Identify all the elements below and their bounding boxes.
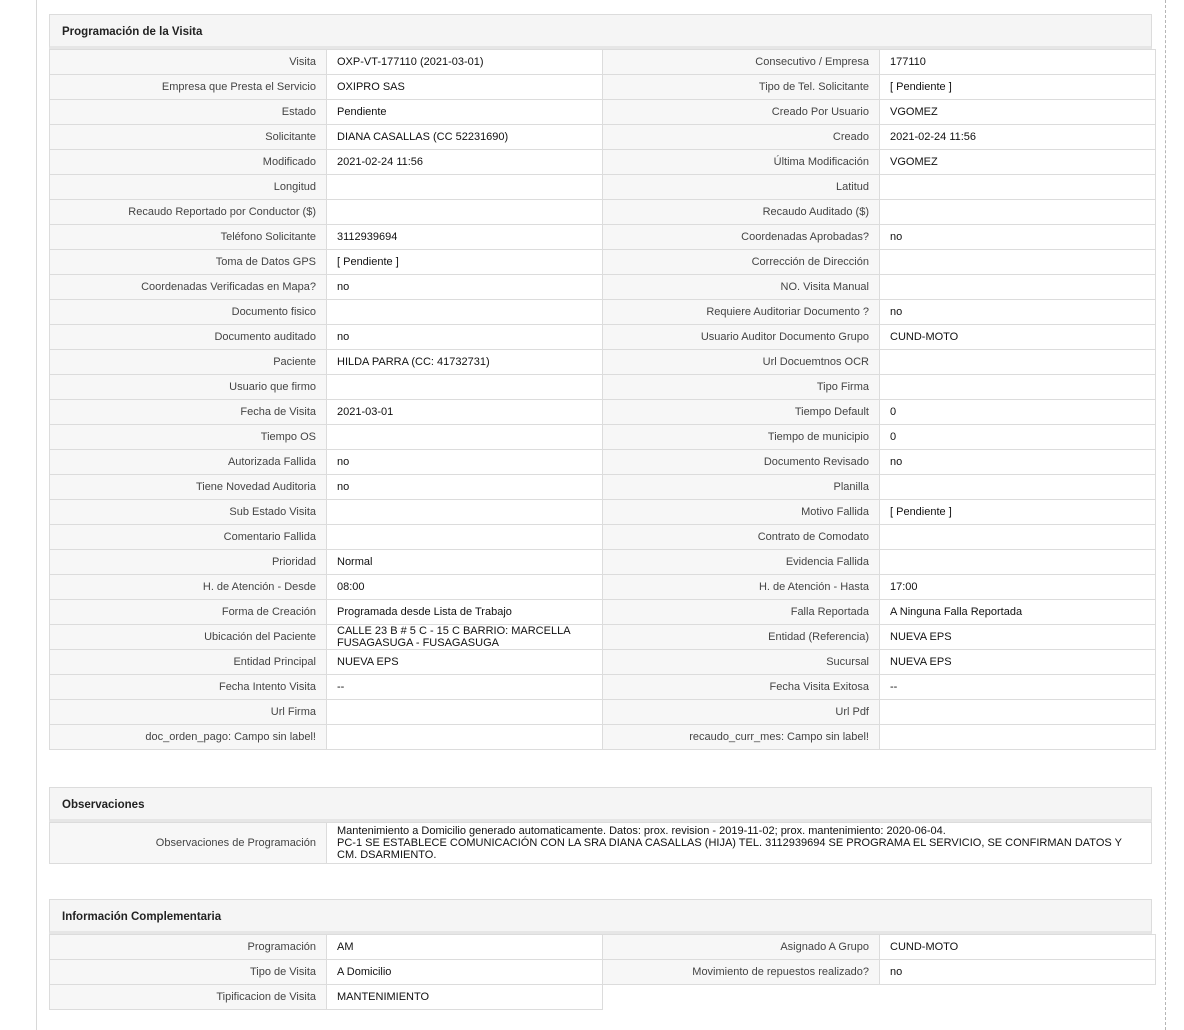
- field-label: H. de Atención - Desde: [50, 575, 327, 600]
- field-value: DIANA CASALLAS (CC 52231690): [327, 125, 603, 150]
- table-row: [50, 250, 1156, 275]
- observations-header: Observaciones: [49, 787, 1152, 822]
- table-row: [50, 575, 1156, 600]
- table-row: [50, 450, 1156, 475]
- field-label: Programación: [50, 935, 327, 960]
- field-label: Comentario Fallida: [50, 525, 327, 550]
- table-row: [50, 175, 1156, 200]
- field-label: Tipo de Tel. Solicitante: [603, 75, 880, 100]
- field-label: Movimiento de repuestos realizado?: [603, 960, 880, 985]
- table-row: [50, 675, 1156, 700]
- field-value: [ Pendiente ]: [880, 500, 1156, 525]
- observations-row: [50, 823, 1152, 864]
- field-label: Planilla: [603, 475, 880, 500]
- field-label: H. de Atención - Hasta: [603, 575, 880, 600]
- field-value: 0: [880, 425, 1156, 450]
- field-value: Pendiente: [327, 100, 603, 125]
- left-border-line: [36, 0, 37, 1030]
- field-label: Latitud: [603, 175, 880, 200]
- table-row: [50, 700, 1156, 725]
- field-label: Tipo de Visita: [50, 960, 327, 985]
- field-value: CUND-MOTO: [880, 325, 1156, 350]
- field-label: Recaudo Auditado ($): [603, 200, 880, 225]
- table-row: [50, 300, 1156, 325]
- field-label: Documento auditado: [50, 325, 327, 350]
- field-value: [880, 250, 1156, 275]
- field-label: Documento Revisado: [603, 450, 880, 475]
- field-value: no: [880, 300, 1156, 325]
- field-label: Forma de Creación: [50, 600, 327, 625]
- table-row: [50, 725, 1156, 750]
- field-label: Corrección de Dirección: [603, 250, 880, 275]
- empty-cell: [880, 985, 1156, 1010]
- field-value: --: [880, 675, 1156, 700]
- field-label: Modificado: [50, 150, 327, 175]
- field-value: [ Pendiente ]: [880, 75, 1156, 100]
- field-value: [880, 350, 1156, 375]
- field-value: no: [327, 450, 603, 475]
- table-row: [50, 475, 1156, 500]
- table-row: [50, 935, 1156, 960]
- field-label: Usuario que firmo: [50, 375, 327, 400]
- field-label: Url Docuemtnos OCR: [603, 350, 880, 375]
- field-label: Entidad Principal: [50, 650, 327, 675]
- field-value: VGOMEZ: [880, 150, 1156, 175]
- table-row: [50, 50, 1156, 75]
- field-value: no: [880, 960, 1156, 985]
- observations-table: [49, 822, 1152, 864]
- table-row: [50, 75, 1156, 100]
- table-row: [50, 275, 1156, 300]
- field-label: Requiere Auditoriar Documento ?: [603, 300, 880, 325]
- field-value: 17:00: [880, 575, 1156, 600]
- table-row: [50, 525, 1156, 550]
- field-value: 2021-02-24 11:56: [327, 150, 603, 175]
- field-value: CUND-MOTO: [880, 935, 1156, 960]
- table-row: [50, 625, 1156, 650]
- field-value: CALLE 23 B # 5 C - 15 C BARRIO: MARCELLA FUSAGASUGA - FUSAGASUGA: [327, 625, 603, 650]
- field-label: Fecha Intento Visita: [50, 675, 327, 700]
- field-value: [327, 175, 603, 200]
- field-value: [327, 700, 603, 725]
- field-label: Longitud: [50, 175, 327, 200]
- field-value: [ Pendiente ]: [327, 250, 603, 275]
- field-label: Paciente: [50, 350, 327, 375]
- field-label: Asignado A Grupo: [603, 935, 880, 960]
- field-value: 08:00: [327, 575, 603, 600]
- field-value: [880, 525, 1156, 550]
- field-value: no: [327, 325, 603, 350]
- field-label: Url Firma: [50, 700, 327, 725]
- field-label: Evidencia Fallida: [603, 550, 880, 575]
- field-label: Tipificacion de Visita: [50, 985, 327, 1010]
- field-value: [880, 200, 1156, 225]
- field-label: Usuario Auditor Documento Grupo: [603, 325, 880, 350]
- field-value: 0: [880, 400, 1156, 425]
- field-label: Contrato de Comodato: [603, 525, 880, 550]
- right-dashed-border: [1165, 0, 1166, 1030]
- field-label: Fecha de Visita: [50, 400, 327, 425]
- field-value: no: [880, 450, 1156, 475]
- field-label: Falla Reportada: [603, 600, 880, 625]
- visit-programming-table: [49, 49, 1156, 750]
- field-value: --: [327, 675, 603, 700]
- field-value: [880, 725, 1156, 750]
- table-row: [50, 600, 1156, 625]
- field-value: OXP-VT-177110 (2021-03-01): [327, 50, 603, 75]
- table-row: [50, 225, 1156, 250]
- table-row: [50, 550, 1156, 575]
- field-value: [327, 425, 603, 450]
- table-row: [50, 960, 1156, 985]
- field-label: Solicitante: [50, 125, 327, 150]
- observations-label: Observaciones de Programación: [50, 823, 327, 864]
- field-label: Visita: [50, 50, 327, 75]
- table-row: [50, 100, 1156, 125]
- field-value: no: [327, 275, 603, 300]
- field-label: Entidad (Referencia): [603, 625, 880, 650]
- table-row: [50, 125, 1156, 150]
- field-value: [327, 525, 603, 550]
- field-value: [327, 500, 603, 525]
- field-value: [327, 725, 603, 750]
- field-label: NO. Visita Manual: [603, 275, 880, 300]
- field-value: [327, 300, 603, 325]
- field-value: NUEVA EPS: [327, 650, 603, 675]
- observations-section: [49, 787, 1152, 864]
- field-label: Motivo Fallida: [603, 500, 880, 525]
- visit-programming-header: Programación de la Visita: [49, 14, 1152, 49]
- complementary-header: Información Complementaria: [49, 899, 1152, 934]
- table-row: [50, 400, 1156, 425]
- field-label: Sub Estado Visita: [50, 500, 327, 525]
- field-value: A Ninguna Falla Reportada: [880, 600, 1156, 625]
- field-value: 2021-03-01: [327, 400, 603, 425]
- field-label: Toma de Datos GPS: [50, 250, 327, 275]
- field-value: NUEVA EPS: [880, 625, 1156, 650]
- field-label: doc_orden_pago: Campo sin label!: [50, 725, 327, 750]
- field-label: Tiempo de municipio: [603, 425, 880, 450]
- field-label: Prioridad: [50, 550, 327, 575]
- field-value: A Domicilio: [327, 960, 603, 985]
- field-label: Estado: [50, 100, 327, 125]
- field-label: Consecutivo / Empresa: [603, 50, 880, 75]
- field-value: AM: [327, 935, 603, 960]
- table-row: [50, 375, 1156, 400]
- empty-cell: [603, 985, 880, 1010]
- field-label: Empresa que Presta el Servicio: [50, 75, 327, 100]
- field-label: Última Modificación: [603, 150, 880, 175]
- field-label: Coordenadas Aprobadas?: [603, 225, 880, 250]
- field-label: Tipo Firma: [603, 375, 880, 400]
- field-value: MANTENIMIENTO: [327, 985, 603, 1010]
- visit-programming-section: [49, 14, 1152, 750]
- field-label: Autorizada Fallida: [50, 450, 327, 475]
- complementary-table: [49, 934, 1156, 1010]
- field-value: [880, 550, 1156, 575]
- field-label: Creado: [603, 125, 880, 150]
- field-value: Normal: [327, 550, 603, 575]
- field-label: Url Pdf: [603, 700, 880, 725]
- complementary-section: [49, 899, 1152, 1010]
- field-value: no: [880, 225, 1156, 250]
- field-value: [880, 700, 1156, 725]
- field-value: 177110: [880, 50, 1156, 75]
- table-row: [50, 150, 1156, 175]
- field-value: [880, 175, 1156, 200]
- field-value: VGOMEZ: [880, 100, 1156, 125]
- field-label: Fecha Visita Exitosa: [603, 675, 880, 700]
- field-value: [327, 200, 603, 225]
- field-value: 3112939694: [327, 225, 603, 250]
- table-row: [50, 985, 1156, 1010]
- observations-text: Mantenimiento a Domicilio generado automaticamente. Datos: prox. revision - 2019-11-02; prox. mantenimiento: 2020-06-04. PC-1 SE ESTABLECE COMUNICACIÓN CON LA SRA DIANA CASALLAS (HIJA) TEL. 3112939694 SE PROGRAMA EL SERVICIO, SE CONFIRMAN DATOS Y CM. DSARMIENTO.: [337, 825, 1122, 861]
- table-row: [50, 425, 1156, 450]
- field-value: [880, 275, 1156, 300]
- field-label: Teléfono Solicitante: [50, 225, 327, 250]
- field-label: Tiempo OS: [50, 425, 327, 450]
- field-value: NUEVA EPS: [880, 650, 1156, 675]
- table-row: [50, 500, 1156, 525]
- field-label: Recaudo Reportado por Conductor ($): [50, 200, 327, 225]
- field-label: Ubicación del Paciente: [50, 625, 327, 650]
- field-value: [327, 375, 603, 400]
- field-value: 2021-02-24 11:56: [880, 125, 1156, 150]
- field-label: recaudo_curr_mes: Campo sin label!: [603, 725, 880, 750]
- field-label: Tiene Novedad Auditoria: [50, 475, 327, 500]
- field-value: [880, 475, 1156, 500]
- table-row: [50, 650, 1156, 675]
- table-row: [50, 325, 1156, 350]
- table-row: [50, 350, 1156, 375]
- field-value: OXIPRO SAS: [327, 75, 603, 100]
- field-label: Creado Por Usuario: [603, 100, 880, 125]
- field-value: no: [327, 475, 603, 500]
- observations-value: [327, 823, 1152, 864]
- field-value: HILDA PARRA (CC: 41732731): [327, 350, 603, 375]
- field-label: Tiempo Default: [603, 400, 880, 425]
- field-value: Programada desde Lista de Trabajo: [327, 600, 603, 625]
- field-value: [880, 375, 1156, 400]
- field-label: Coordenadas Verificadas en Mapa?: [50, 275, 327, 300]
- field-label: Documento fisico: [50, 300, 327, 325]
- table-row: [50, 200, 1156, 225]
- field-label: Sucursal: [603, 650, 880, 675]
